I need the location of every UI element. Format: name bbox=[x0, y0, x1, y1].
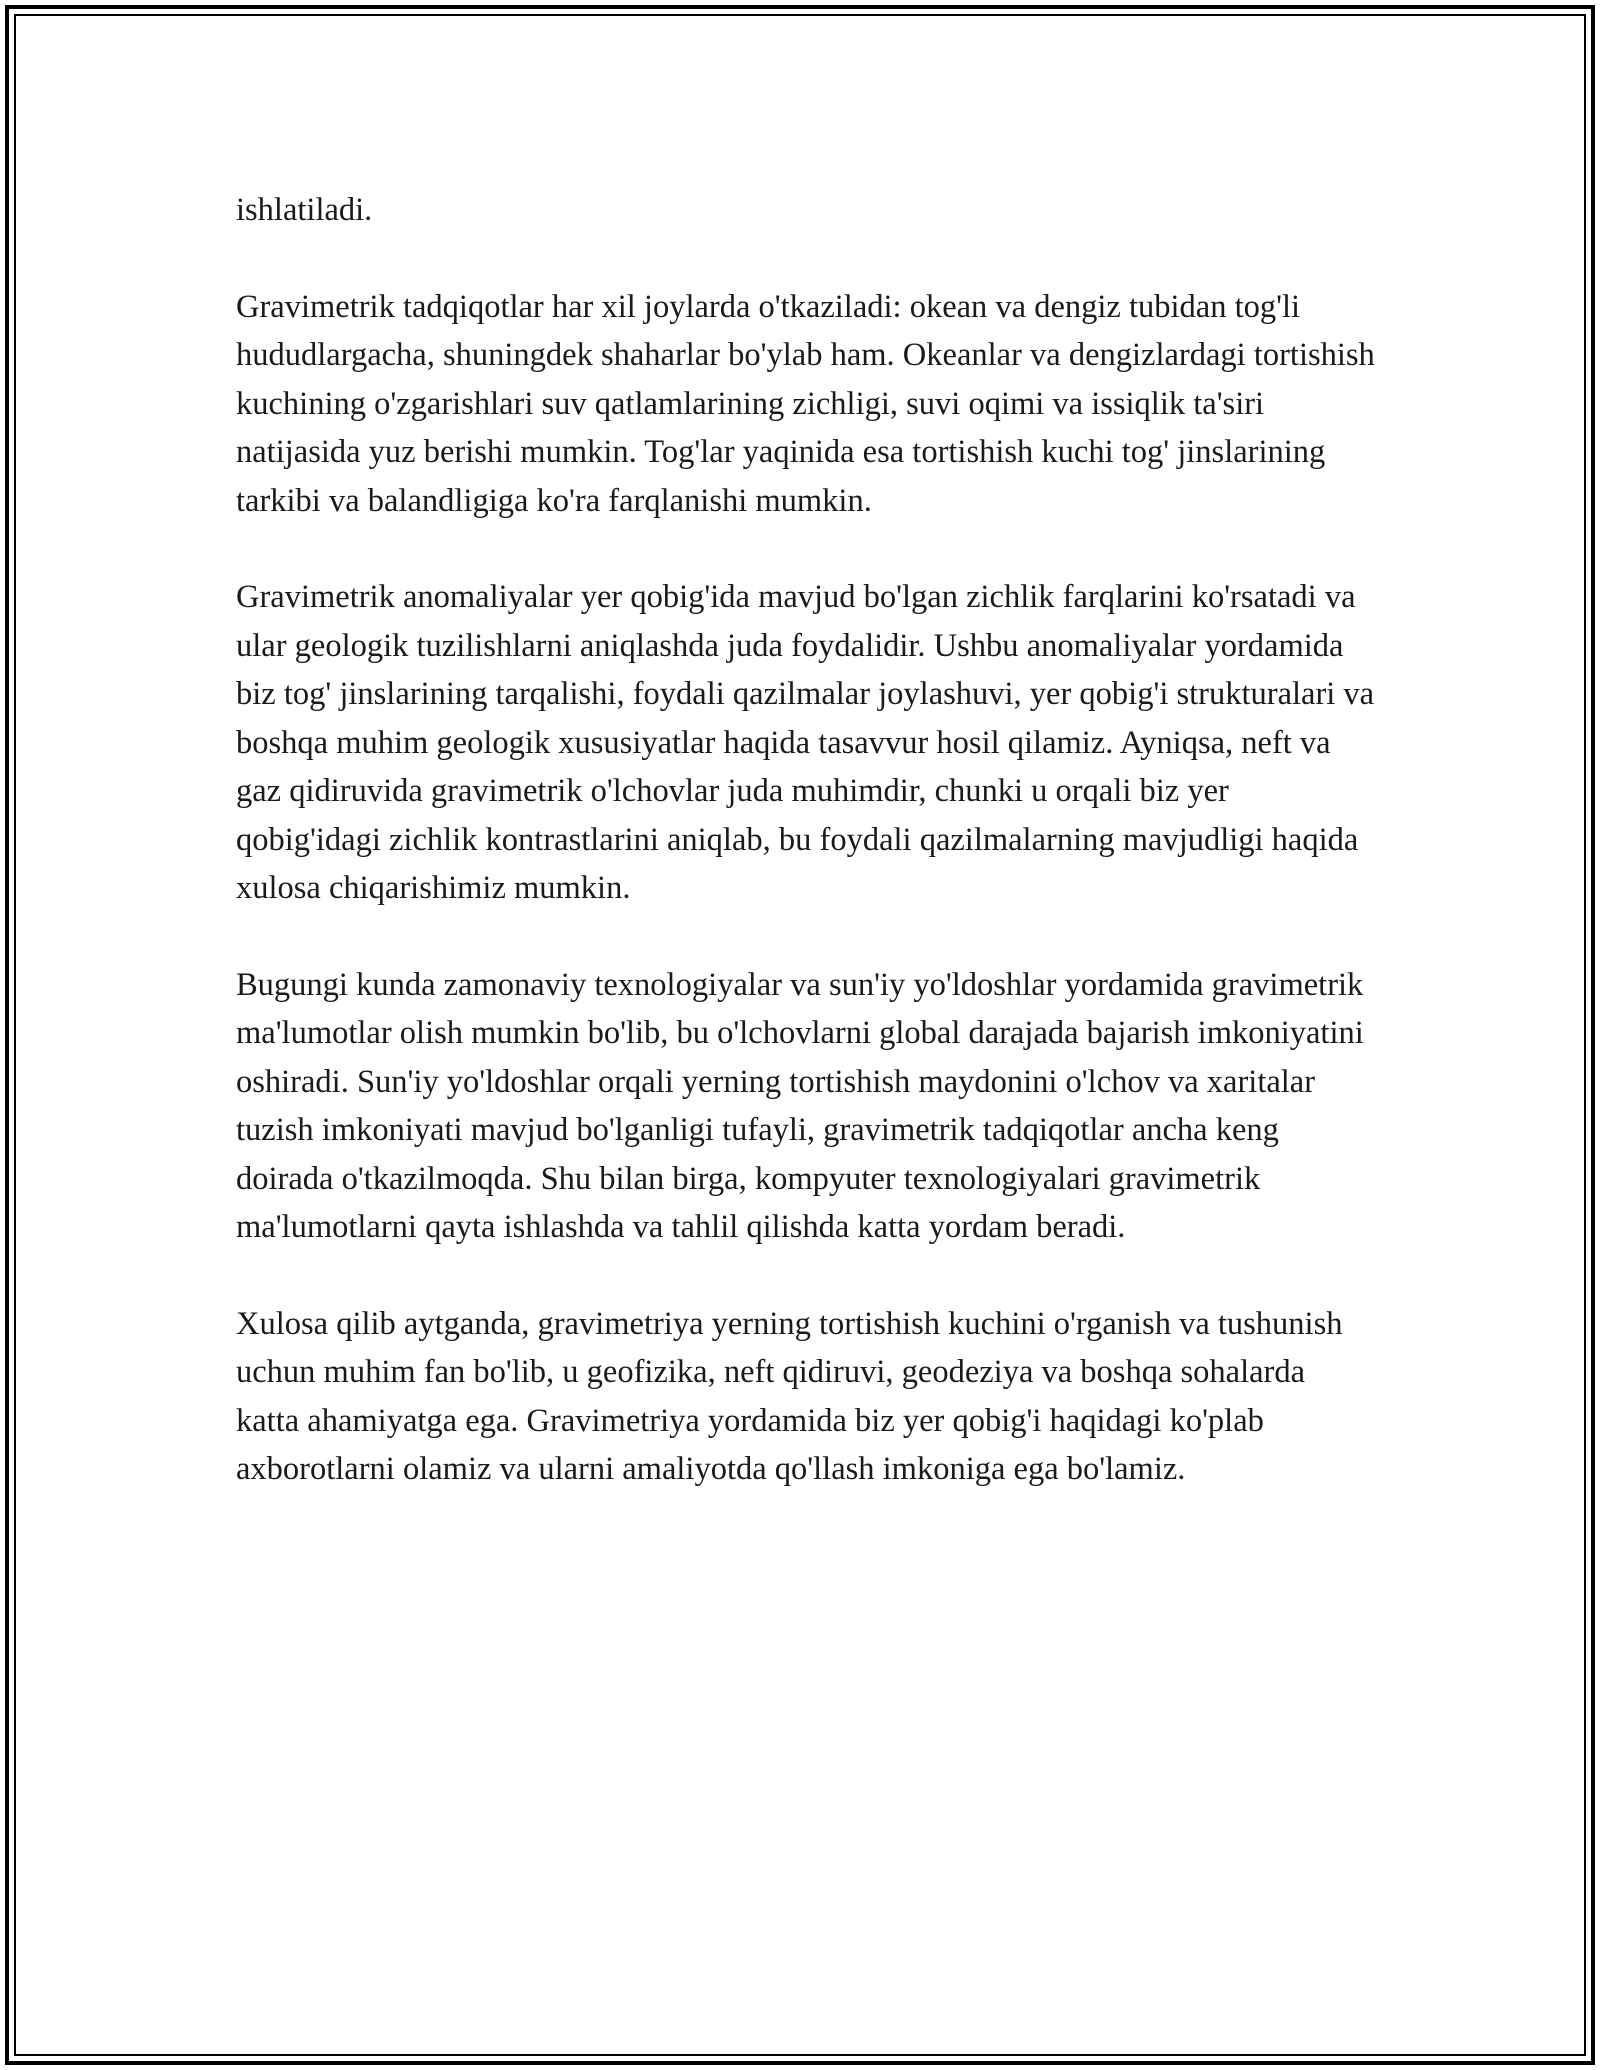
paragraph-conclusion: Xulosa qilib aytganda, gravimetriya yerning tortishish kuchini o'rganish va tushunish uchun muhim fan bo'lib, u geofizika, neft qidiruvi, geodeziya va boshqa sohalarda katta ahamiyatga ega. Gravimetriya yordamida biz yer qobig'i haqidagi ko'plab axborotlarni olamiz va ularni amaliyotda qo'llash imkoniga ega bo'lamiz. bbox=[236, 1305, 1343, 1487]
paragraph-gravimetric-anomalies: Gravimetrik anomaliyalar yer qobig'ida mavjud bo'lgan zichlik farqlarini ko'rsatadi va ular geologik tuzilishlarni aniqlashda juda foydalidir. Ushbu anomaliyalar yordamida biz tog' jinslarining tarqalishi, foydali qazilmalar joylashuvi, yer qobig'i strukturalari va boshqa muhim geologik xususiyatlar haqida tasavvur hosil qilamiz. Ayniqsa, neft va gaz qidiruvida gravimetrik o'lchovlar juda muhimdir, chunki u orqali biz yer qobig'idagi zichlik kontrastlarini aniqlab, bu foydali qazilmalarning mavjudligi haqida xulosa chiqarishimiz mumkin. bbox=[236, 579, 1375, 906]
document-body bbox=[236, 186, 1376, 1494]
paragraph-survey-locations: Gravimetrik tadqiqotlar har xil joylarda o'tkaziladi: okean va dengiz tubidan tog'li hududlargacha, shuningdek shaharlar bo'ylab ham. Okeanlar va dengizlardagi tortishish kuchining o'zgarishlari suv qatlamlarining zichligi, suvi oqimi va issiqlik ta'siri natijasida yuz berishi mumkin. Tog'lar yaqinida esa tortishish kuchi tog' jinslarining tarkibi va balandligiga ko'ra farqlanishi mumkin. bbox=[236, 288, 1375, 519]
paragraph-continuation: ishlatiladi. bbox=[236, 192, 373, 228]
paragraph-modern-technologies: Bugungi kunda zamonaviy texnologiyalar va sun'iy yo'ldoshlar yordamida gravimetrik ma'lumotlar olish mumkin bo'lib, bu o'lchovlarni global darajada bajarish imkoniyatini oshiradi. Sun'iy yo'ldoshlar orqali yerning tortishish maydonini o'lchov va xaritalar tuzish imkoniyati mavjud bo'lganligi tufayli, gravimetrik tadqiqotlar ancha keng doirada o'tkazilmoqda. Shu bilan birga, kompyuter texnologiyalari gravimetrik ma'lumotlarni qayta ishlashda va tahlil qilishda katta yordam beradi. bbox=[236, 966, 1364, 1245]
